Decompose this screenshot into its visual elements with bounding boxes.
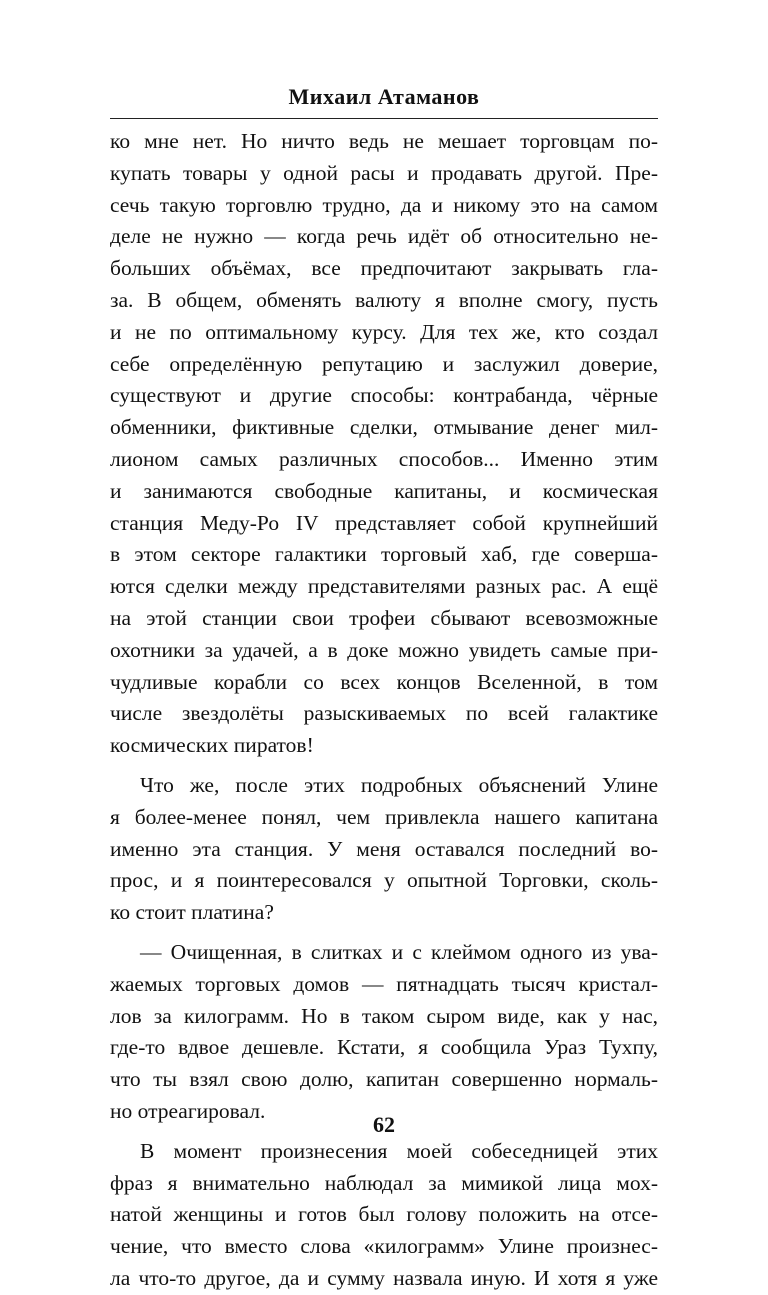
- paragraph: [110, 1136, 658, 1295]
- text-line: ла что-то другое, да и сумму назвала иную. И хотя я уже: [110, 1265, 658, 1290]
- text-line: прос, и я поинтересовался у опытной Торговки, сколь-: [110, 868, 658, 893]
- text-line: лионом самых различных способов... Именно этим: [110, 446, 658, 471]
- text-line: — Очищенная, в слитках и с клеймом одного из ува-: [140, 939, 658, 964]
- text-line: но отреагировал.: [110, 1098, 266, 1123]
- text-line: и занимаются свободные капитаны, и космическая: [110, 478, 658, 503]
- text-line: обменники, фиктивные сделки, отмывание денег мил-: [110, 415, 658, 440]
- text-line: жаемых торговых домов — пятнадцать тысяч кристал-: [110, 971, 658, 996]
- text-line: натой женщины и готов был голову положить на отсе-: [110, 1202, 658, 1227]
- text-line: ко мне нет. Но ничто ведь не мешает торговцам по-: [110, 129, 658, 153]
- text-line: охотники за удачей, а в доке можно увидеть самые при-: [110, 637, 658, 662]
- text-line: в этом секторе галактики торговый хаб, где соверша-: [110, 542, 658, 567]
- text-line: за. В общем, обменять валюту я вполне смогу, пусть: [110, 287, 658, 312]
- text-line: ко стоит платина?: [110, 900, 274, 925]
- text-line: числе звездолёты разыскиваемых по всей галактике: [110, 701, 658, 726]
- text-line: космических пиратов!: [110, 733, 314, 758]
- text-line: чение, что вместо слова «килограмм» Улине произнес-: [110, 1234, 658, 1259]
- page-number: 62: [373, 1112, 395, 1137]
- text-line: ются сделки между представителями разных рас. А ещё: [110, 574, 658, 599]
- text-line: именно эта станция. У меня оставался последний во-: [110, 836, 658, 861]
- text-line: купать товары у одной расы и продавать другой. Пре-: [110, 160, 658, 185]
- text-line: больших объёмах, все предпочитают закрывать гла-: [110, 256, 658, 281]
- running-header-author: Михаил Атаманов: [288, 84, 480, 109]
- text-line: я более-менее понял, чем привлекла нашего капитана: [110, 804, 658, 829]
- text-line: и не по оптимальному курсу. Для тех же, кто создал: [110, 319, 658, 344]
- header-rule: [110, 118, 658, 119]
- text-line: сечь такую торговлю трудно, да и никому это на самом: [110, 192, 658, 217]
- paragraph: [110, 770, 658, 929]
- text-line: станция Меду-Ро IV представляет собой крупнейший: [110, 510, 658, 535]
- text-line: чудливые корабли со всех концов Вселенной, в том: [110, 669, 658, 694]
- text-line: деле не нужно — когда речь идёт об относительно не-: [110, 224, 658, 249]
- text-line: Что же, после этих подробных объяснений Улине: [140, 772, 658, 797]
- text-line: В момент произнесения моей собеседницей этих: [140, 1138, 658, 1163]
- text-line: себе определённую репутацию и заслужил доверие,: [110, 351, 658, 376]
- paragraph: [110, 937, 658, 1128]
- text-line: на этой станции свои трофеи сбывают всевозможные: [110, 605, 658, 630]
- text-line: что ты взял свою долю, капитан совершенно нормаль-: [110, 1067, 658, 1092]
- paragraph: [110, 126, 658, 762]
- text-line: существуют и другие способы: контрабанда, чёрные: [110, 383, 658, 408]
- text-line: где-то вдвое дешевле. Кстати, я сообщила Ураз Тухпу,: [110, 1035, 658, 1060]
- text-line: фраз я внимательно наблюдал за мимикой лица мох-: [110, 1170, 658, 1195]
- text-line: лов за килограмм. Но в таком сыром виде, как у нас,: [110, 1003, 658, 1028]
